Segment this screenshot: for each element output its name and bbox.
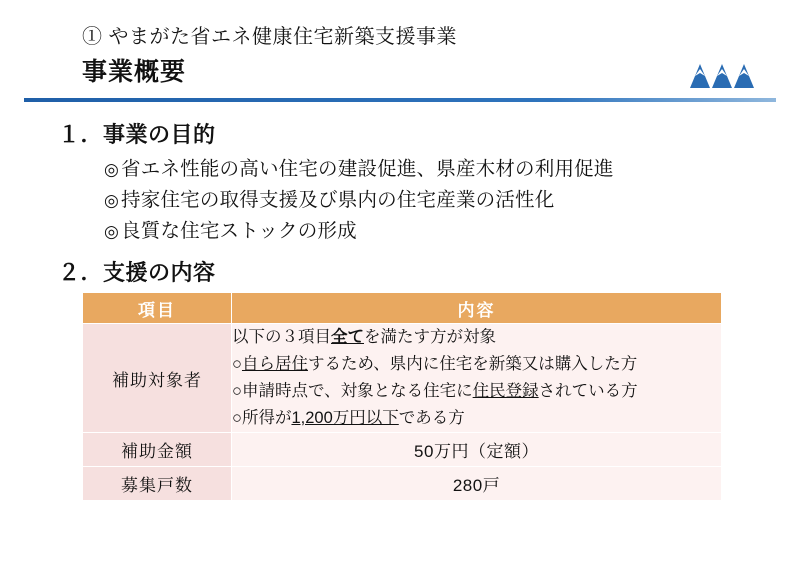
text-emph: 住民登録 [472,382,539,400]
support-details-table [82,292,722,501]
row-value-eligibility [232,324,722,433]
list-item-label: 良質な住宅ストックの形成 [121,220,357,242]
row-value-units: 280戸 [232,467,722,501]
text-post: である方 [398,409,465,427]
row-label-units: 募集戸数 [83,467,232,501]
text-emph: 1,200万円以下 [291,409,399,427]
page-title: 事業概要 [82,58,187,86]
table-row [83,467,722,501]
text-pre: ○所得が [232,409,292,427]
column-header-item: 項目 [83,293,232,324]
row-value-amount: 50万円（定額） [232,433,722,467]
eligibility-line-4 [232,405,721,432]
list-item [104,185,764,216]
eligibility-line-3 [232,378,721,405]
list-item-label: 持家住宅の取得支援及び県内の住宅産業の活性化 [121,189,555,211]
text-emph: 自ら居住 [241,355,308,373]
list-item [104,216,764,247]
program-name: ① やまがた省エネ健康住宅新築支援事業 [82,26,458,48]
text-post: されている方 [538,382,638,400]
eligibility-line-2 [232,351,721,378]
text-emph: 全て [331,328,364,346]
list-item [104,154,764,185]
eligibility-line-1 [232,324,721,351]
text-pre: 以下の３項目 [232,328,331,346]
section-heading-purpose: １．事業の目的 [58,122,216,147]
header-divider [24,98,776,102]
mountain-logo-icon [688,60,758,90]
text-post: するため、県内に住宅を新築又は購入した方 [307,355,638,373]
bullet-mark-icon: ◎ [104,191,120,210]
text-pre: ○ [232,355,242,373]
bullet-mark-icon: ◎ [104,222,120,241]
bullet-mark-icon: ◎ [104,160,120,179]
section-heading-support: ２．支援の内容 [58,260,216,285]
table-row [83,433,722,467]
table-row [83,324,722,433]
row-label-amount: 補助金額 [83,433,232,467]
purpose-bullet-list [104,154,764,247]
column-header-content: 内容 [232,293,722,324]
table-header-row [83,293,722,324]
text-pre: ○申請時点で、対象となる住宅に [232,382,473,400]
list-item-label: 省エネ性能の高い住宅の建設促進、県産木材の利用促進 [121,158,614,180]
slide-header [0,0,800,104]
text-post: を満たす方が対象 [364,328,496,346]
row-label-eligibility: 補助対象者 [83,324,232,433]
